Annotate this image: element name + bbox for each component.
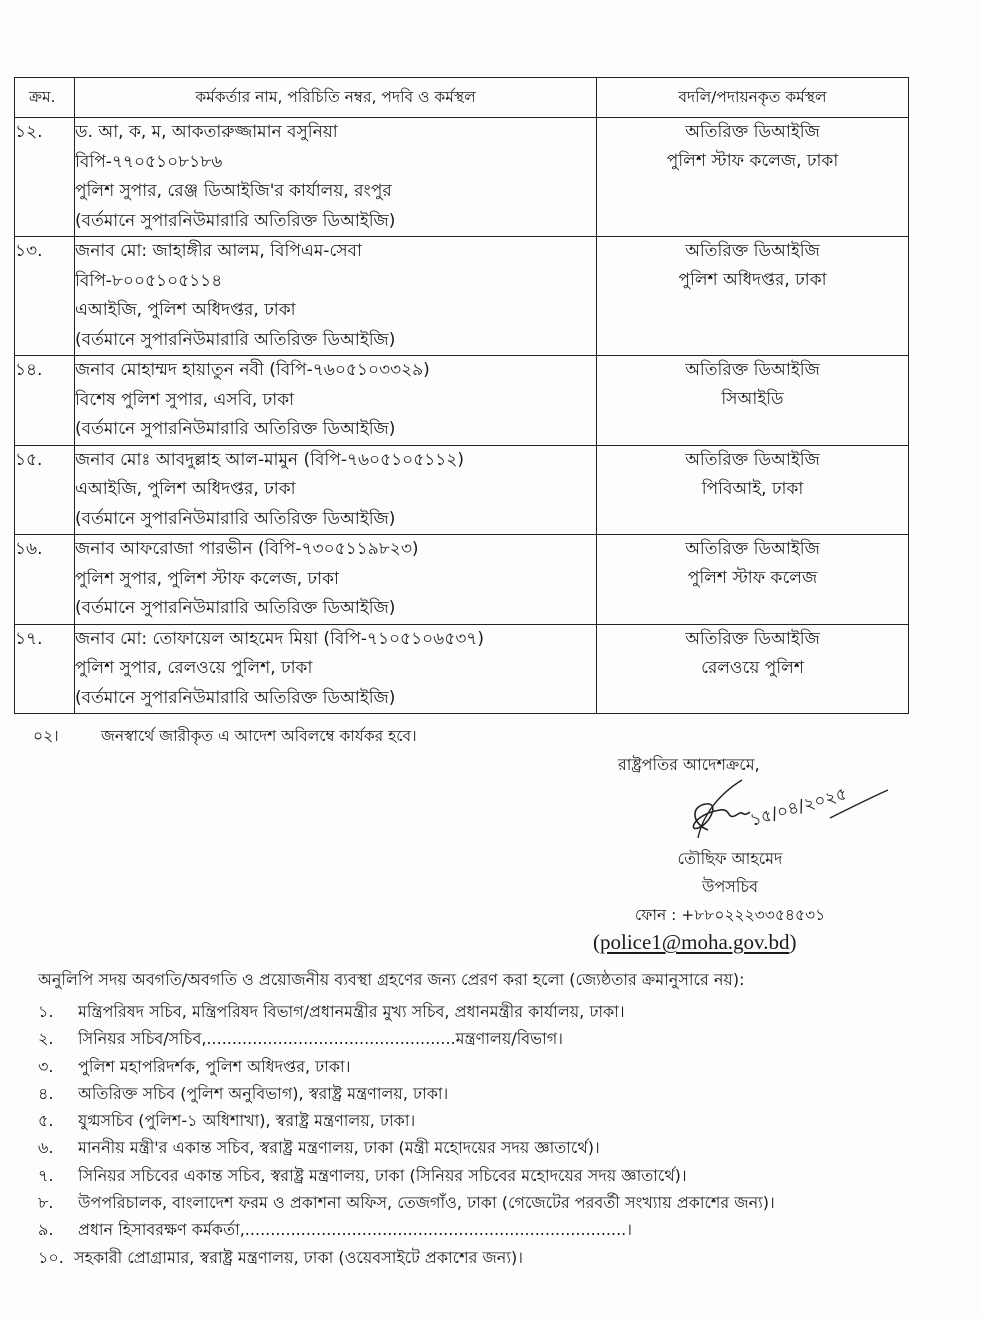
table-row [15,237,909,356]
copy-item-number: ৫. [38,1111,54,1131]
new-posting [597,624,909,714]
header-posting: বদলি/পদায়নকৃত কর্মস্থল [597,78,909,118]
copy-item-text: অতিরিক্ত সচিব (পুলিশ অনুবিভাগ), স্বরাষ্ট্র মন্ত্রণালয়, ঢাকা। [78,1083,449,1103]
officer-line: জনাব মোঃ আবদুল্লাহ আল-মামুন (বিপি-৭৬০৫১০৫১১২) [75,449,465,470]
officer-line: পুলিশ সুপার, রেলওয়ে পুলিশ, ঢাকা [75,658,313,678]
copy-item-number: ১০. [38,1247,64,1267]
copy-list-item [38,1107,775,1134]
copy-item-number: ৭. [38,1165,54,1185]
officer-line: পুলিশ সুপার, রেঞ্জ ডিআইজি'র কার্যালয়, রংপুর [75,181,392,201]
copy-list [38,998,775,1271]
officer-line: বিশেষ পুলিশ সুপার, এসবি, ঢাকা [75,389,295,410]
copy-list-item [38,1080,775,1107]
posting-line: অতিরিক্ত ডিআইজি [685,360,820,380]
officer-line: (বর্তমানে সুপারনিউমারারি অতিরিক্ত ডিআইজি) [75,508,396,529]
officer-line: (বর্তমানে সুপারনিউমারারি অতিরিক্ত ডিআইজি) [75,687,396,708]
officer-line: এআইজি, পুলিশ অধিদপ্তর, ঢাকা [75,479,296,499]
copy-item-text: মাননীয় মন্ত্রী'র একান্ত সচিব, স্বরাষ্ট্র মন্ত্রণালয়, ঢাকা (মন্ত্রী মহোদয়ের সদয় জ্ঞাতার্থে)। [78,1138,600,1158]
paragraph-02 [33,724,417,748]
officer-details [75,356,597,446]
copy-item-text: উপপরিচালক, বাংলাদেশ ফরম ও প্রকাশনা অফিস, তেজগাঁও, ঢাকা (গেজেটের পরবর্তী সংখ্যায় প্রকাশের জন্য)। [78,1193,775,1213]
table-row [15,624,909,714]
posting-line: পিবিআই, ঢাকা [701,478,804,499]
table-row [15,356,909,446]
row-serial: ১৫. [15,445,75,535]
posting-line: পুলিশ স্টাফ কলেজ, ঢাকা [666,151,839,171]
table-body [15,118,909,714]
officer-line: (বর্তমানে সুপারনিউমারারি অতিরিক্ত ডিআইজি) [75,419,396,439]
officer-details [75,535,597,625]
copy-list-item [38,1189,775,1216]
officer-line: জনাব মো: তোফায়েল আহমেদ মিয়া (বিপি-৭১০৫১০৬৫৩৭) [75,628,484,649]
table-row [15,445,909,535]
copy-item-number: ৪. [38,1083,54,1103]
officer-line: (বর্তমানে সুপারনিউমারারি অতিরিক্ত ডিআইজি) [75,210,396,231]
posting-line: পুলিশ স্টাফ কলেজ [687,568,818,588]
officer-details [75,624,597,714]
new-posting [597,118,909,237]
header-officer: কর্মকর্তার নাম, পরিচিতি নম্বর, পদবি ও কর্মস্থল [75,78,597,118]
posting-line: অতিরিক্ত ডিআইজি [685,628,820,649]
officer-line: বিপি-৭৭০৫১০৮১৮৬ [75,151,223,172]
officer-details [75,445,597,535]
copy-item-number: ৯. [38,1220,54,1240]
table-row [15,118,909,237]
order-line: রাষ্ট্রপতির আদেশক্রমে, [618,755,760,774]
officer-line: পুলিশ সুপার, পুলিশ স্টাফ কলেজ, ঢাকা [75,568,339,589]
paragraph-text: জনস্বার্থে জারীকৃত এ আদেশ অবিলম্বে কার্যকর হবে। [101,727,417,745]
copy-list-item [38,998,775,1025]
copy-list-item [38,1053,775,1080]
officer-details [75,237,597,356]
posting-line: অতিরিক্ত ডিআইজি [685,122,820,142]
row-serial: ১৭. [15,624,75,714]
new-posting [597,356,909,446]
copy-list-item [38,1134,775,1161]
signatory-name: তৌছিফ আহমেদ [677,849,783,868]
officer-line: জনাব আফরোজা পারভীন (বিপি-৭৩০৫১১৯৮২৩) [75,539,419,559]
copy-item-text: সিনিয়র সচিবের একান্ত সচিব, স্বরাষ্ট্র মন্ত্রণালয়, ঢাকা (সিনিয়র সচিবের মহোদয়ের সদয় জ্ঞাতার্থে)। [78,1165,687,1185]
copy-list-intro: অনুলিপি সদয় অবগতি/অবগতি ও প্রয়োজনীয় ব্যবস্থা গ্রহণের জন্য প্রেরণ করা হলো (জ্যেষ্ঠতার ক্রমানুসারে নয়): [38,970,745,989]
copy-item-text: সিনিয়র সচিব/সচিব,.................................................মন্ত্রণালয়/বিভাগ। [78,1029,563,1049]
header-serial: ক্রম. [15,78,75,118]
postings-table [14,77,909,714]
new-posting [597,237,909,356]
posting-line: অতিরিক্ত ডিআইজি [685,539,820,559]
officer-line: (বর্তমানে সুপারনিউমারারি অতিরিক্ত ডিআইজি) [75,598,396,618]
posting-line: পুলিশ অধিদপ্তর, ঢাকা [678,270,827,290]
email-link[interactable]: police1@moha.gov.bd [600,930,790,954]
copy-item-text: পুলিশ মহাপরিদর্শক, পুলিশ অধিদপ্তর, ঢাকা। [78,1056,351,1076]
row-serial: ১৪. [15,356,75,446]
officer-line: ড. আ, ক, ম, আকতারুজ্জামান বসুনিয়া [75,122,338,142]
signatory-designation: উপসচিব [701,877,758,896]
copy-item-number: ৬. [38,1138,54,1158]
posting-line: অতিরিক্ত ডিআইজি [685,449,820,470]
officer-line: এআইজি, পুলিশ অধিদপ্তর, ঢাকা [75,300,296,320]
copy-list-item [38,1025,775,1052]
handwritten-signature [680,778,895,848]
paragraph-number: ০২। [33,727,59,745]
copy-item-text: যুগ্মসচিব (পুলিশ-১ অধিশাখা), স্বরাষ্ট্র মন্ত্রণালয়, ঢাকা। [78,1111,416,1131]
posting-line: সিআইডি [721,389,784,409]
copy-list-item [38,1244,775,1271]
officer-line: বিপি-৮০০৫১০৫১১৪ [75,270,223,291]
posting-line: রেলওয়ে পুলিশ [701,657,804,678]
copy-item-number: ৩. [38,1056,54,1076]
copy-item-text: সহকারী প্রোগ্রামার, স্বরাষ্ট্র মন্ত্রণালয়, ঢাকা (ওয়েবসাইটে প্রকাশের জন্য)। [74,1247,523,1267]
table-row [15,535,909,625]
copy-list-item [38,1216,775,1243]
officer-details [75,118,597,237]
table-header-row [15,78,909,118]
new-posting [597,535,909,625]
copy-item-text: প্রধান হিসাবরক্ষণ কর্মকর্তা,...........................................................................। [78,1220,632,1240]
new-posting [597,445,909,535]
copy-item-number: ১. [38,1002,54,1021]
row-serial: ১৬. [15,535,75,625]
officer-line: জনাব মোহাম্মদ হায়াতুন নবী (বিপি-৭৬০৫১০৩৩২৯) [75,360,430,380]
row-serial: ১৩. [15,237,75,356]
copy-item-text: মন্ত্রিপরিষদ সচিব, মন্ত্রিপরিষদ বিভাগ/প্রধানমন্ত্রীর মুখ্য সচিব, প্রধানমন্ত্রীর কার্যালয়, ঢাকা। [78,1002,625,1021]
signatory-email[interactable]: (police1@moha.gov.bd) [593,930,797,954]
copy-item-number: ৮. [38,1193,54,1213]
officer-line: জনাব মো: জাহাঙ্গীর আলম, বিপিএম-সেবা [75,241,362,261]
copy-list-item [38,1162,775,1189]
copy-item-number: ২. [38,1029,54,1049]
row-serial: ১২. [15,118,75,237]
posting-line: অতিরিক্ত ডিআইজি [685,241,820,261]
signature-date: ১৫/০৪/২০২৫ [747,784,850,831]
signatory-phone: ফোন : +৮৮০২২২৩৩৫৪৫৩১ [634,906,826,924]
officer-line: (বর্তমানে সুপারনিউমারারি অতিরিক্ত ডিআইজি) [75,329,396,350]
